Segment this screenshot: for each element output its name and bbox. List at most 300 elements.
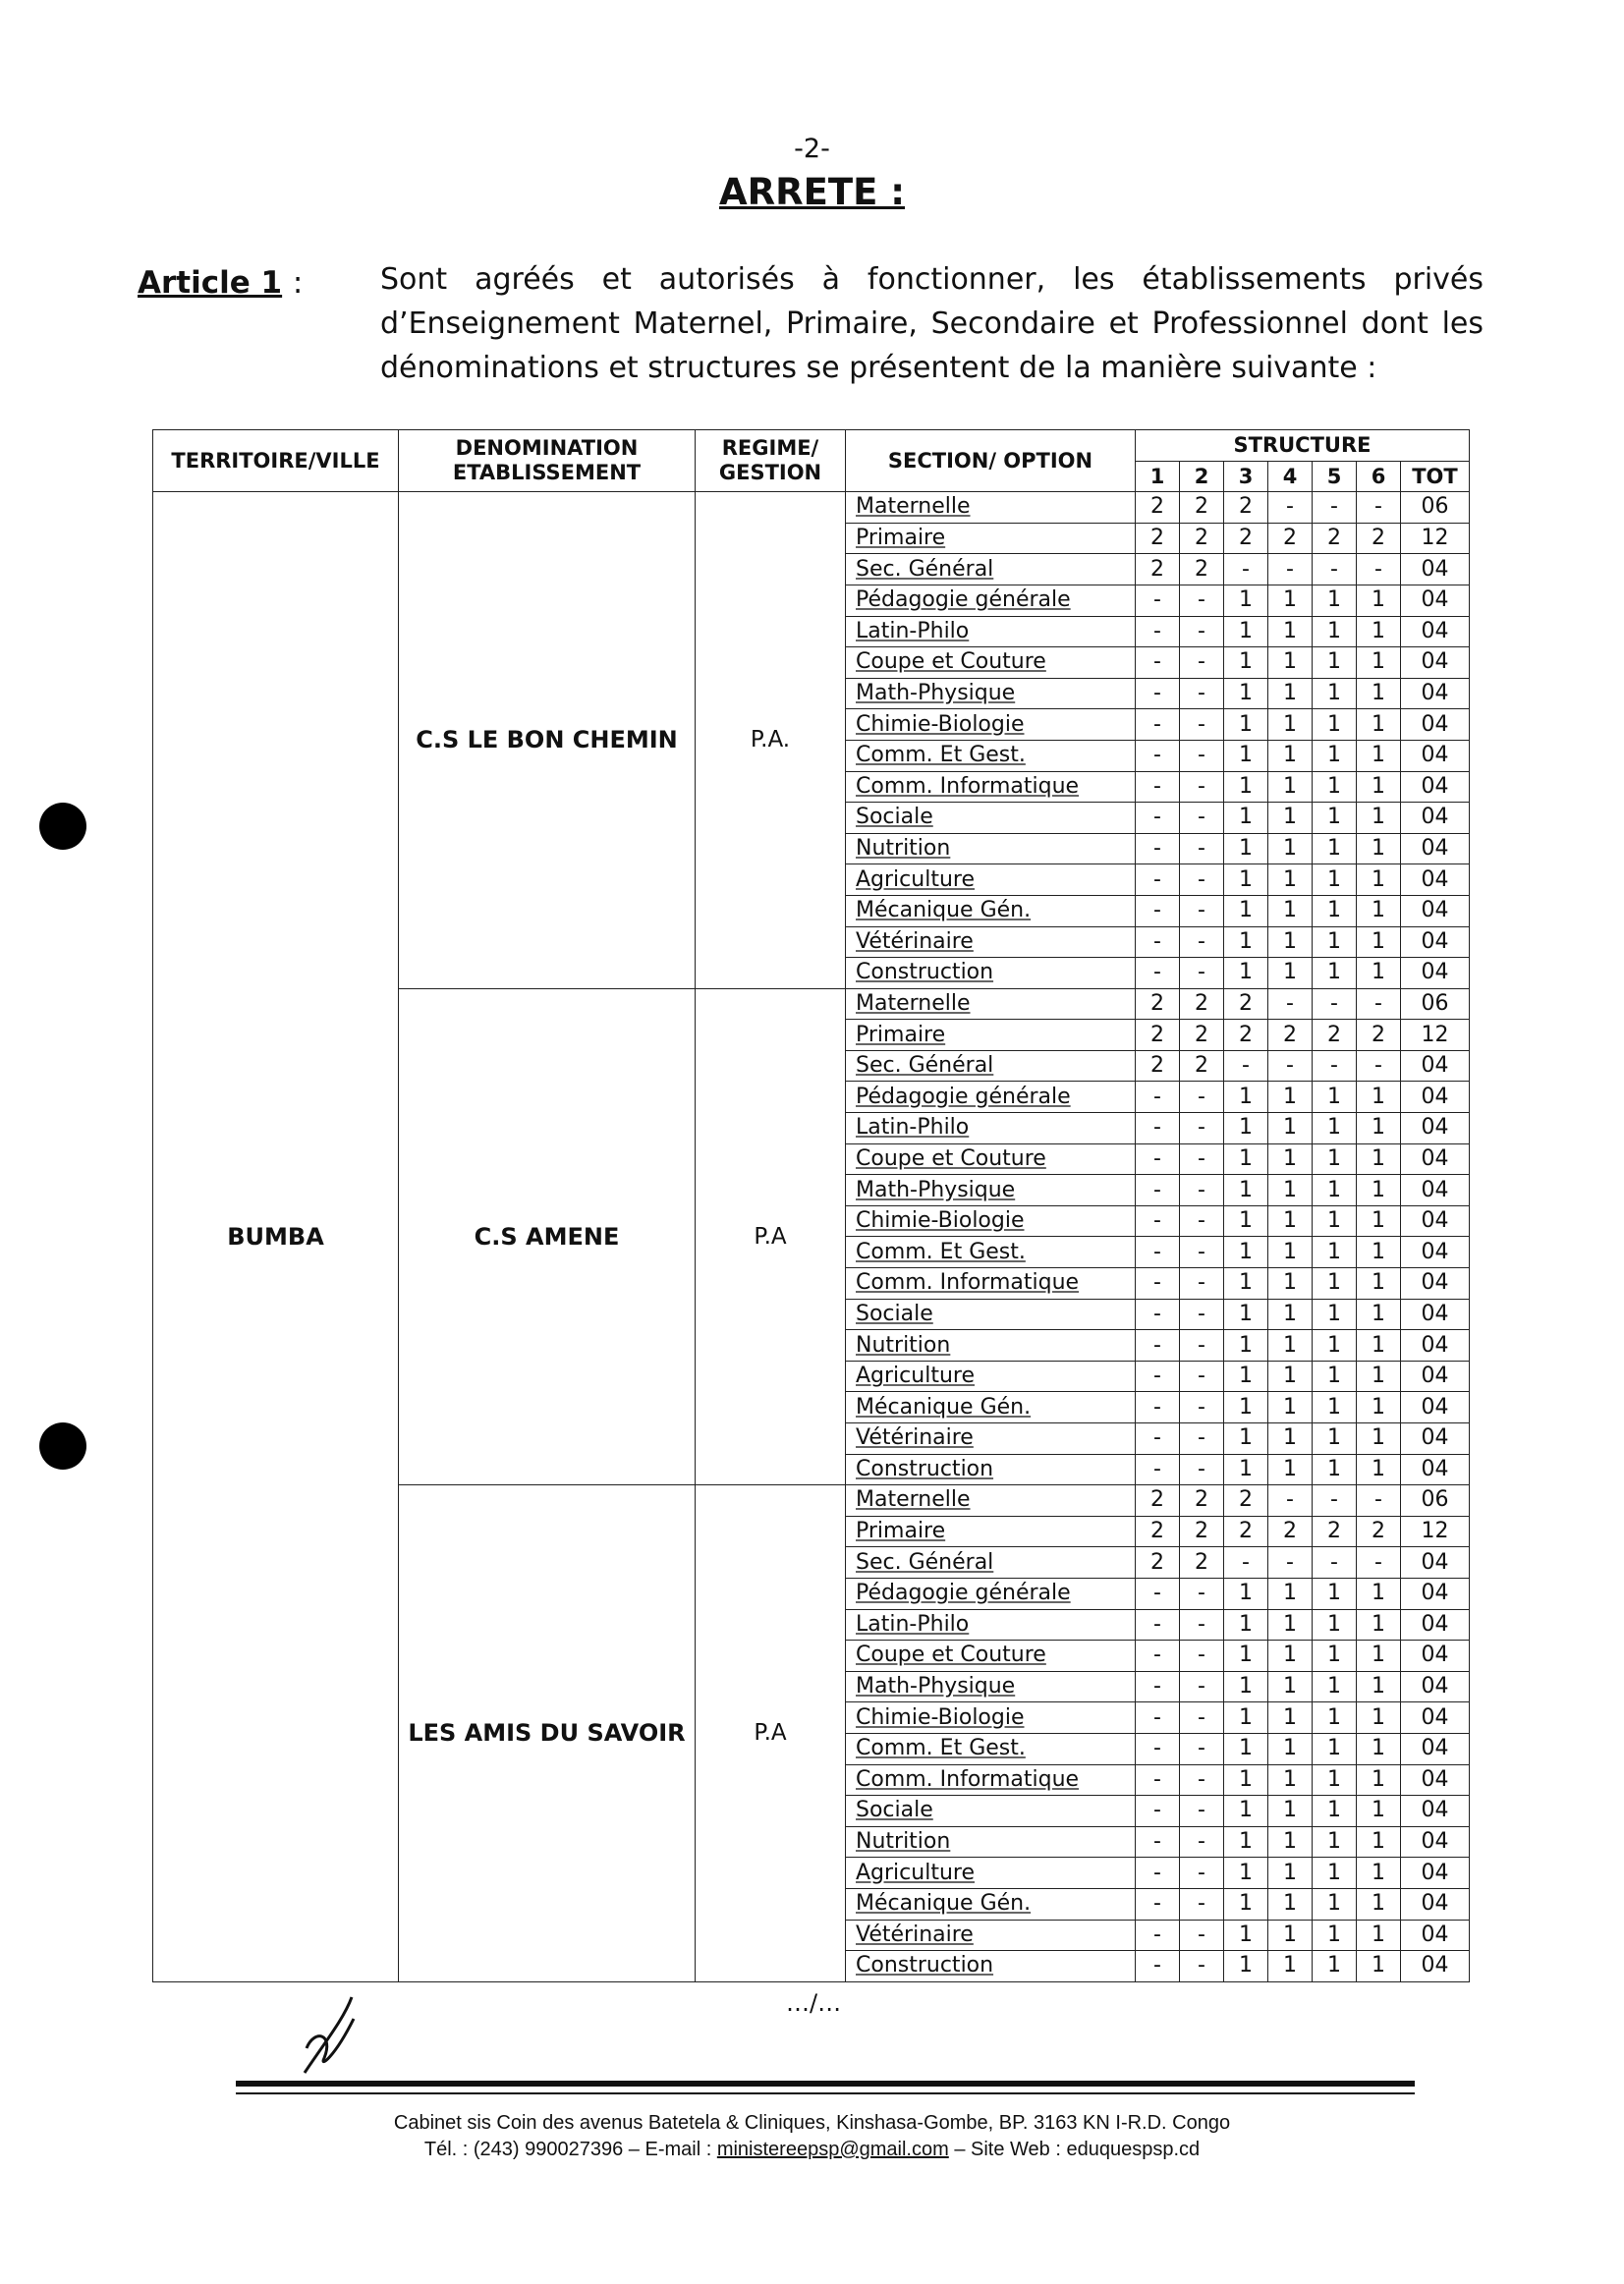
structure-cell: - [1136, 1858, 1180, 1889]
structure-cell: - [1180, 1113, 1224, 1144]
structure-cell: 1 [1268, 1423, 1313, 1455]
total-cell: 04 [1401, 678, 1470, 709]
signature-mark [295, 1989, 373, 2082]
table-row [153, 492, 1470, 524]
structure-cell: - [1136, 1392, 1180, 1423]
total-cell: 04 [1401, 1609, 1470, 1641]
section-cell [846, 1237, 1136, 1268]
structure-cell: - [1180, 1299, 1224, 1330]
structure-cell: 1 [1224, 1578, 1268, 1609]
structure-cell: - [1180, 1392, 1224, 1423]
structure-cell: 1 [1357, 1143, 1401, 1175]
total-cell: 04 [1401, 1578, 1470, 1609]
section-cell [846, 740, 1136, 771]
structure-cell: 2 [1313, 1020, 1357, 1051]
section-cell [846, 1888, 1136, 1920]
section-cell [846, 1920, 1136, 1951]
article-colon: : [292, 265, 304, 301]
structure-cell: 1 [1224, 1330, 1268, 1362]
structure-cell: 1 [1357, 1951, 1401, 1982]
structure-cell: 1 [1313, 1082, 1357, 1113]
structure-cell: - [1136, 616, 1180, 647]
section-cell [846, 1702, 1136, 1734]
header-col-1: 1 [1136, 461, 1180, 492]
section-cell [846, 833, 1136, 864]
structure-cell: 1 [1313, 1392, 1357, 1423]
total-cell: 04 [1401, 709, 1470, 741]
structure-cell: 1 [1268, 1702, 1313, 1734]
structure-cell: 1 [1313, 926, 1357, 958]
structure-cell: 1 [1313, 1454, 1357, 1485]
section-label: Comm. Et Gest. [856, 743, 1026, 768]
structure-cell: - [1180, 771, 1224, 803]
total-cell: 04 [1401, 647, 1470, 679]
school-name-cell: LES AMIS DU SAVOIR [399, 1485, 696, 1982]
section-label: Primaire [856, 1519, 946, 1544]
structure-cell: 1 [1313, 1237, 1357, 1268]
section-cell [846, 958, 1136, 989]
structure-cell: 1 [1313, 1113, 1357, 1144]
structure-cell: 2 [1313, 1516, 1357, 1547]
structure-cell: 1 [1357, 1764, 1401, 1796]
structure-cell: - [1268, 1485, 1313, 1517]
structure-cell: 2 [1136, 1020, 1180, 1051]
structure-cell: - [1180, 958, 1224, 989]
structure-cell: 1 [1357, 1205, 1401, 1237]
header-section: SECTION/ OPTION [846, 430, 1136, 492]
structure-cell: 1 [1224, 1609, 1268, 1641]
total-cell: 04 [1401, 1702, 1470, 1734]
structure-cell: - [1313, 554, 1357, 585]
structure-cell: - [1180, 864, 1224, 896]
structure-cell: 1 [1268, 678, 1313, 709]
structure-cell: - [1136, 1299, 1180, 1330]
section-cell [846, 1516, 1136, 1547]
structure-cell: 1 [1313, 1361, 1357, 1392]
total-cell: 04 [1401, 554, 1470, 585]
structure-cell: 1 [1224, 958, 1268, 989]
structure-cell: 2 [1136, 523, 1180, 554]
heading-text: ARRETE : [718, 171, 906, 213]
footer-rule-thin [236, 2092, 1415, 2094]
structure-cell: 1 [1313, 616, 1357, 647]
structure-cell: - [1136, 803, 1180, 834]
structure-cell: 1 [1313, 864, 1357, 896]
section-label: Coupe et Couture [856, 1145, 1046, 1171]
structure-cell: - [1136, 1888, 1180, 1920]
structure-cell: - [1136, 1143, 1180, 1175]
structure-cell: - [1136, 926, 1180, 958]
structure-cell: 1 [1357, 895, 1401, 926]
total-cell: 04 [1401, 1050, 1470, 1082]
structure-cell: 1 [1357, 926, 1401, 958]
section-cell [846, 1330, 1136, 1362]
structure-cell: - [1180, 709, 1224, 741]
section-cell [846, 647, 1136, 679]
structure-cell: - [1180, 1951, 1224, 1982]
structure-cell: 1 [1313, 1764, 1357, 1796]
structure-cell: 1 [1268, 1361, 1313, 1392]
structure-cell: - [1180, 1641, 1224, 1672]
structure-cell: 1 [1357, 1702, 1401, 1734]
section-label: Comm. Et Gest. [856, 1239, 1026, 1264]
structure-cell: - [1136, 1641, 1180, 1672]
section-cell [846, 926, 1136, 958]
structure-cell: - [1180, 1609, 1224, 1641]
structure-cell: 1 [1313, 1888, 1357, 1920]
section-cell [846, 1609, 1136, 1641]
structure-cell: 1 [1268, 1454, 1313, 1485]
structure-cell: 1 [1357, 647, 1401, 679]
structure-cell: - [1136, 1578, 1180, 1609]
structure-cell: 1 [1268, 926, 1313, 958]
structure-cell: 1 [1224, 1082, 1268, 1113]
section-label: Latin-Philo [856, 1611, 970, 1637]
header-structure: STRUCTURE [1136, 430, 1470, 462]
structure-cell: 1 [1357, 803, 1401, 834]
total-cell: 04 [1401, 1423, 1470, 1455]
structure-cell: 1 [1357, 1671, 1401, 1702]
structure-cell: 2 [1224, 988, 1268, 1020]
section-label: Sec. Général [856, 1549, 994, 1575]
section-label: Agriculture [856, 1860, 975, 1885]
total-cell: 04 [1401, 1268, 1470, 1300]
section-cell [846, 1547, 1136, 1579]
total-cell: 04 [1401, 1143, 1470, 1175]
structure-cell: 1 [1313, 1175, 1357, 1206]
structure-cell: 2 [1136, 1485, 1180, 1517]
structure-cell: - [1136, 1205, 1180, 1237]
section-label: Chimie-Biologie [856, 1704, 1025, 1730]
section-label: Construction [856, 960, 994, 985]
structure-cell: 1 [1357, 678, 1401, 709]
structure-cell: 2 [1224, 492, 1268, 524]
header-regime: REGIME/ GESTION [696, 430, 846, 492]
structure-cell: - [1268, 492, 1313, 524]
total-cell: 04 [1401, 1175, 1470, 1206]
section-cell [846, 585, 1136, 616]
structure-cell: - [1136, 895, 1180, 926]
structure-cell: - [1136, 1423, 1180, 1455]
structure-cell: 1 [1313, 1578, 1357, 1609]
section-cell [846, 803, 1136, 834]
structure-cell: 1 [1313, 1143, 1357, 1175]
structure-cell: 1 [1268, 647, 1313, 679]
section-cell [846, 1454, 1136, 1485]
article-text: Sont agréés et autorisés à fonctionner, les établissements privés d’Enseignement Maternel, Primaire, Secondaire et Professionnel dont les dénominations et structures se présentent de la manière suivante : [380, 262, 1484, 385]
structure-cell: 1 [1268, 1609, 1313, 1641]
section-cell [846, 1733, 1136, 1764]
structure-cell: 2 [1224, 1516, 1268, 1547]
structure-cell: 1 [1313, 1423, 1357, 1455]
footer-website: – Site Web : eduquespsp.cd [948, 2139, 1201, 2160]
structure-cell: 2 [1180, 988, 1224, 1020]
structure-cell: - [1180, 926, 1224, 958]
structure-cell: 1 [1357, 1175, 1401, 1206]
structure-cell: 1 [1268, 833, 1313, 864]
section-label: Vétérinaire [856, 1425, 974, 1451]
section-label: Comm. Et Gest. [856, 1736, 1026, 1761]
section-label: Coupe et Couture [856, 1643, 1046, 1668]
structure-cell: - [1180, 1796, 1224, 1827]
section-label: Vétérinaire [856, 1922, 974, 1947]
total-cell: 04 [1401, 1330, 1470, 1362]
section-cell [846, 1143, 1136, 1175]
structure-cell: 1 [1313, 1609, 1357, 1641]
structure-cell: 1 [1313, 1796, 1357, 1827]
structure-cell: - [1180, 1858, 1224, 1889]
section-label: Sec. Général [856, 1053, 994, 1079]
total-cell: 04 [1401, 1764, 1470, 1796]
structure-cell: 1 [1268, 1764, 1313, 1796]
total-cell: 04 [1401, 771, 1470, 803]
structure-cell: 1 [1313, 1330, 1357, 1362]
section-label: Construction [856, 1456, 994, 1481]
structure-cell: 1 [1357, 1796, 1401, 1827]
structure-cell: - [1313, 1547, 1357, 1579]
structure-cell: 1 [1313, 1733, 1357, 1764]
structure-cell: 1 [1224, 1858, 1268, 1889]
footer-phone: Tél. : (243) 990027396 – E-mail : [423, 2139, 717, 2160]
structure-cell: 1 [1357, 1299, 1401, 1330]
structure-cell: - [1136, 1733, 1180, 1764]
schools-table [152, 429, 1470, 1982]
structure-cell: 1 [1224, 616, 1268, 647]
total-cell: 04 [1401, 833, 1470, 864]
structure-cell: - [1357, 492, 1401, 524]
structure-cell: 2 [1357, 523, 1401, 554]
structure-cell: - [1136, 864, 1180, 896]
structure-cell: 2 [1357, 1020, 1401, 1051]
structure-cell: - [1313, 1485, 1357, 1517]
structure-cell: 2 [1180, 1485, 1224, 1517]
structure-cell: 1 [1268, 1299, 1313, 1330]
total-cell: 04 [1401, 926, 1470, 958]
structure-cell: 2 [1180, 1050, 1224, 1082]
section-label: Maternelle [856, 990, 971, 1016]
structure-cell: 2 [1180, 523, 1224, 554]
section-cell [846, 1299, 1136, 1330]
structure-cell: 1 [1357, 740, 1401, 771]
section-label: Math-Physique [856, 1674, 1016, 1699]
structure-cell: 1 [1313, 1951, 1357, 1982]
structure-cell: 1 [1313, 1268, 1357, 1300]
section-label: Latin-Philo [856, 618, 970, 643]
structure-cell: - [1180, 1888, 1224, 1920]
total-cell: 04 [1401, 864, 1470, 896]
structure-cell: - [1180, 616, 1224, 647]
structure-cell: 2 [1268, 523, 1313, 554]
structure-cell: - [1357, 554, 1401, 585]
total-cell: 04 [1401, 585, 1470, 616]
structure-cell: 1 [1357, 958, 1401, 989]
section-label: Primaire [856, 526, 946, 551]
structure-cell: - [1313, 492, 1357, 524]
structure-cell: 2 [1136, 554, 1180, 585]
section-cell [846, 1485, 1136, 1517]
structure-cell: 1 [1224, 678, 1268, 709]
structure-cell: 1 [1224, 1205, 1268, 1237]
structure-cell: 1 [1268, 1641, 1313, 1672]
header-col-2: 2 [1180, 461, 1224, 492]
structure-cell: - [1136, 1454, 1180, 1485]
section-cell [846, 1020, 1136, 1051]
footer-email-link[interactable]: ministereepsp@gmail.com [716, 2139, 949, 2160]
section-label: Pédagogie générale [856, 1084, 1071, 1109]
footer-address: Cabinet sis Coin des avenus Batetela & Cliniques, Kinshasa-Gombe, BP. 3163 KN I-R.D. Congo [393, 2112, 1231, 2134]
section-label: Chimie-Biologie [856, 711, 1025, 737]
total-cell: 04 [1401, 1951, 1470, 1982]
structure-cell: - [1180, 1454, 1224, 1485]
structure-cell: 1 [1313, 833, 1357, 864]
structure-cell: - [1357, 1485, 1401, 1517]
structure-cell: 1 [1313, 803, 1357, 834]
header-col-tot: TOT [1401, 461, 1470, 492]
header-col-4: 4 [1268, 461, 1313, 492]
section-label: Pédagogie générale [856, 1581, 1071, 1606]
header-col-6: 6 [1357, 461, 1401, 492]
structure-cell: 1 [1224, 803, 1268, 834]
structure-cell: 1 [1268, 1733, 1313, 1764]
structure-cell: - [1136, 1609, 1180, 1641]
section-label: Sociale [856, 805, 933, 830]
section-label: Sociale [856, 1798, 933, 1823]
structure-cell: 2 [1357, 1516, 1401, 1547]
territoire-cell: BUMBA [153, 492, 399, 1982]
section-label: Nutrition [856, 1829, 951, 1855]
total-cell: 04 [1401, 803, 1470, 834]
article-label-text: Article 1 [138, 265, 283, 301]
section-label: Sociale [856, 1301, 933, 1326]
section-label: Pédagogie générale [856, 587, 1071, 613]
section-cell [846, 1175, 1136, 1206]
structure-cell: - [1313, 1050, 1357, 1082]
section-label: Maternelle [856, 1487, 971, 1513]
total-cell: 04 [1401, 1796, 1470, 1827]
section-cell [846, 988, 1136, 1020]
structure-cell: 1 [1224, 1113, 1268, 1144]
structure-cell: 1 [1357, 1641, 1401, 1672]
footer-rule-thick [236, 2081, 1415, 2087]
structure-cell: 1 [1357, 1826, 1401, 1858]
structure-cell: - [1180, 740, 1224, 771]
section-cell [846, 1050, 1136, 1082]
section-label: Mécanique Gén. [856, 1394, 1032, 1420]
section-cell [846, 864, 1136, 896]
section-label: Construction [856, 1953, 994, 1978]
structure-cell: 1 [1357, 1361, 1401, 1392]
structure-cell: - [1268, 1050, 1313, 1082]
structure-cell: 1 [1268, 1143, 1313, 1175]
structure-cell: - [1136, 1268, 1180, 1300]
structure-cell: 1 [1224, 1796, 1268, 1827]
regime-cell: P.A [696, 988, 846, 1485]
structure-cell: 1 [1357, 1423, 1401, 1455]
structure-cell: 1 [1268, 585, 1313, 616]
structure-cell: 1 [1357, 1858, 1401, 1889]
structure-cell: 1 [1357, 1920, 1401, 1951]
structure-cell: 1 [1268, 1330, 1313, 1362]
total-cell: 04 [1401, 1392, 1470, 1423]
structure-cell: - [1136, 1951, 1180, 1982]
continuation-mark: …/… [786, 1989, 842, 2017]
structure-cell: - [1180, 1205, 1224, 1237]
structure-cell: 1 [1268, 958, 1313, 989]
punch-hole [39, 803, 86, 850]
document-heading [0, 171, 1624, 213]
section-label: Agriculture [856, 866, 975, 892]
structure-cell: 1 [1268, 1796, 1313, 1827]
structure-cell: 1 [1357, 833, 1401, 864]
structure-cell: 1 [1224, 647, 1268, 679]
section-label: Coupe et Couture [856, 649, 1046, 675]
structure-cell: - [1180, 1237, 1224, 1268]
structure-cell: - [1180, 1423, 1224, 1455]
structure-cell: 1 [1224, 1392, 1268, 1423]
total-cell: 04 [1401, 1547, 1470, 1579]
structure-cell: 1 [1357, 1113, 1401, 1144]
total-cell: 04 [1401, 1641, 1470, 1672]
section-cell [846, 1392, 1136, 1423]
structure-cell: 1 [1268, 1671, 1313, 1702]
structure-cell: 1 [1357, 1237, 1401, 1268]
section-label: Maternelle [856, 494, 971, 520]
section-cell [846, 1268, 1136, 1300]
structure-cell: 1 [1313, 1671, 1357, 1702]
structure-cell: 2 [1268, 1020, 1313, 1051]
structure-cell: 1 [1224, 585, 1268, 616]
section-cell [846, 1641, 1136, 1672]
structure-cell: - [1357, 1050, 1401, 1082]
regime-cell: P.A [696, 1485, 846, 1982]
structure-cell: 1 [1224, 833, 1268, 864]
header-col-5: 5 [1313, 461, 1357, 492]
structure-cell: - [1180, 1764, 1224, 1796]
structure-cell: 1 [1224, 926, 1268, 958]
structure-cell: - [1136, 833, 1180, 864]
section-label: Math-Physique [856, 1177, 1016, 1202]
structure-cell: 2 [1268, 1516, 1313, 1547]
structure-cell: 2 [1136, 988, 1180, 1020]
structure-cell: - [1136, 1082, 1180, 1113]
structure-cell: 1 [1268, 895, 1313, 926]
structure-cell: 1 [1268, 1175, 1313, 1206]
structure-cell: 1 [1357, 1888, 1401, 1920]
structure-cell: 1 [1357, 1268, 1401, 1300]
section-label: Comm. Informatique [856, 1270, 1080, 1296]
section-cell [846, 1082, 1136, 1113]
structure-cell: 1 [1224, 895, 1268, 926]
structure-cell: - [1180, 1702, 1224, 1734]
structure-cell: 1 [1224, 1641, 1268, 1672]
structure-cell: - [1180, 1330, 1224, 1362]
structure-cell: 2 [1313, 523, 1357, 554]
structure-cell: 1 [1313, 1920, 1357, 1951]
structure-cell: - [1136, 1702, 1180, 1734]
total-cell: 04 [1401, 1361, 1470, 1392]
total-cell: 06 [1401, 1485, 1470, 1517]
total-cell: 04 [1401, 1237, 1470, 1268]
structure-cell: 1 [1224, 1143, 1268, 1175]
section-label: Latin-Philo [856, 1115, 970, 1141]
structure-cell: - [1180, 678, 1224, 709]
section-cell [846, 1858, 1136, 1889]
section-label: Mécanique Gén. [856, 1891, 1032, 1917]
structure-cell: - [1136, 740, 1180, 771]
structure-cell: 1 [1313, 647, 1357, 679]
structure-cell: 1 [1357, 1609, 1401, 1641]
structure-cell: 1 [1268, 1113, 1313, 1144]
